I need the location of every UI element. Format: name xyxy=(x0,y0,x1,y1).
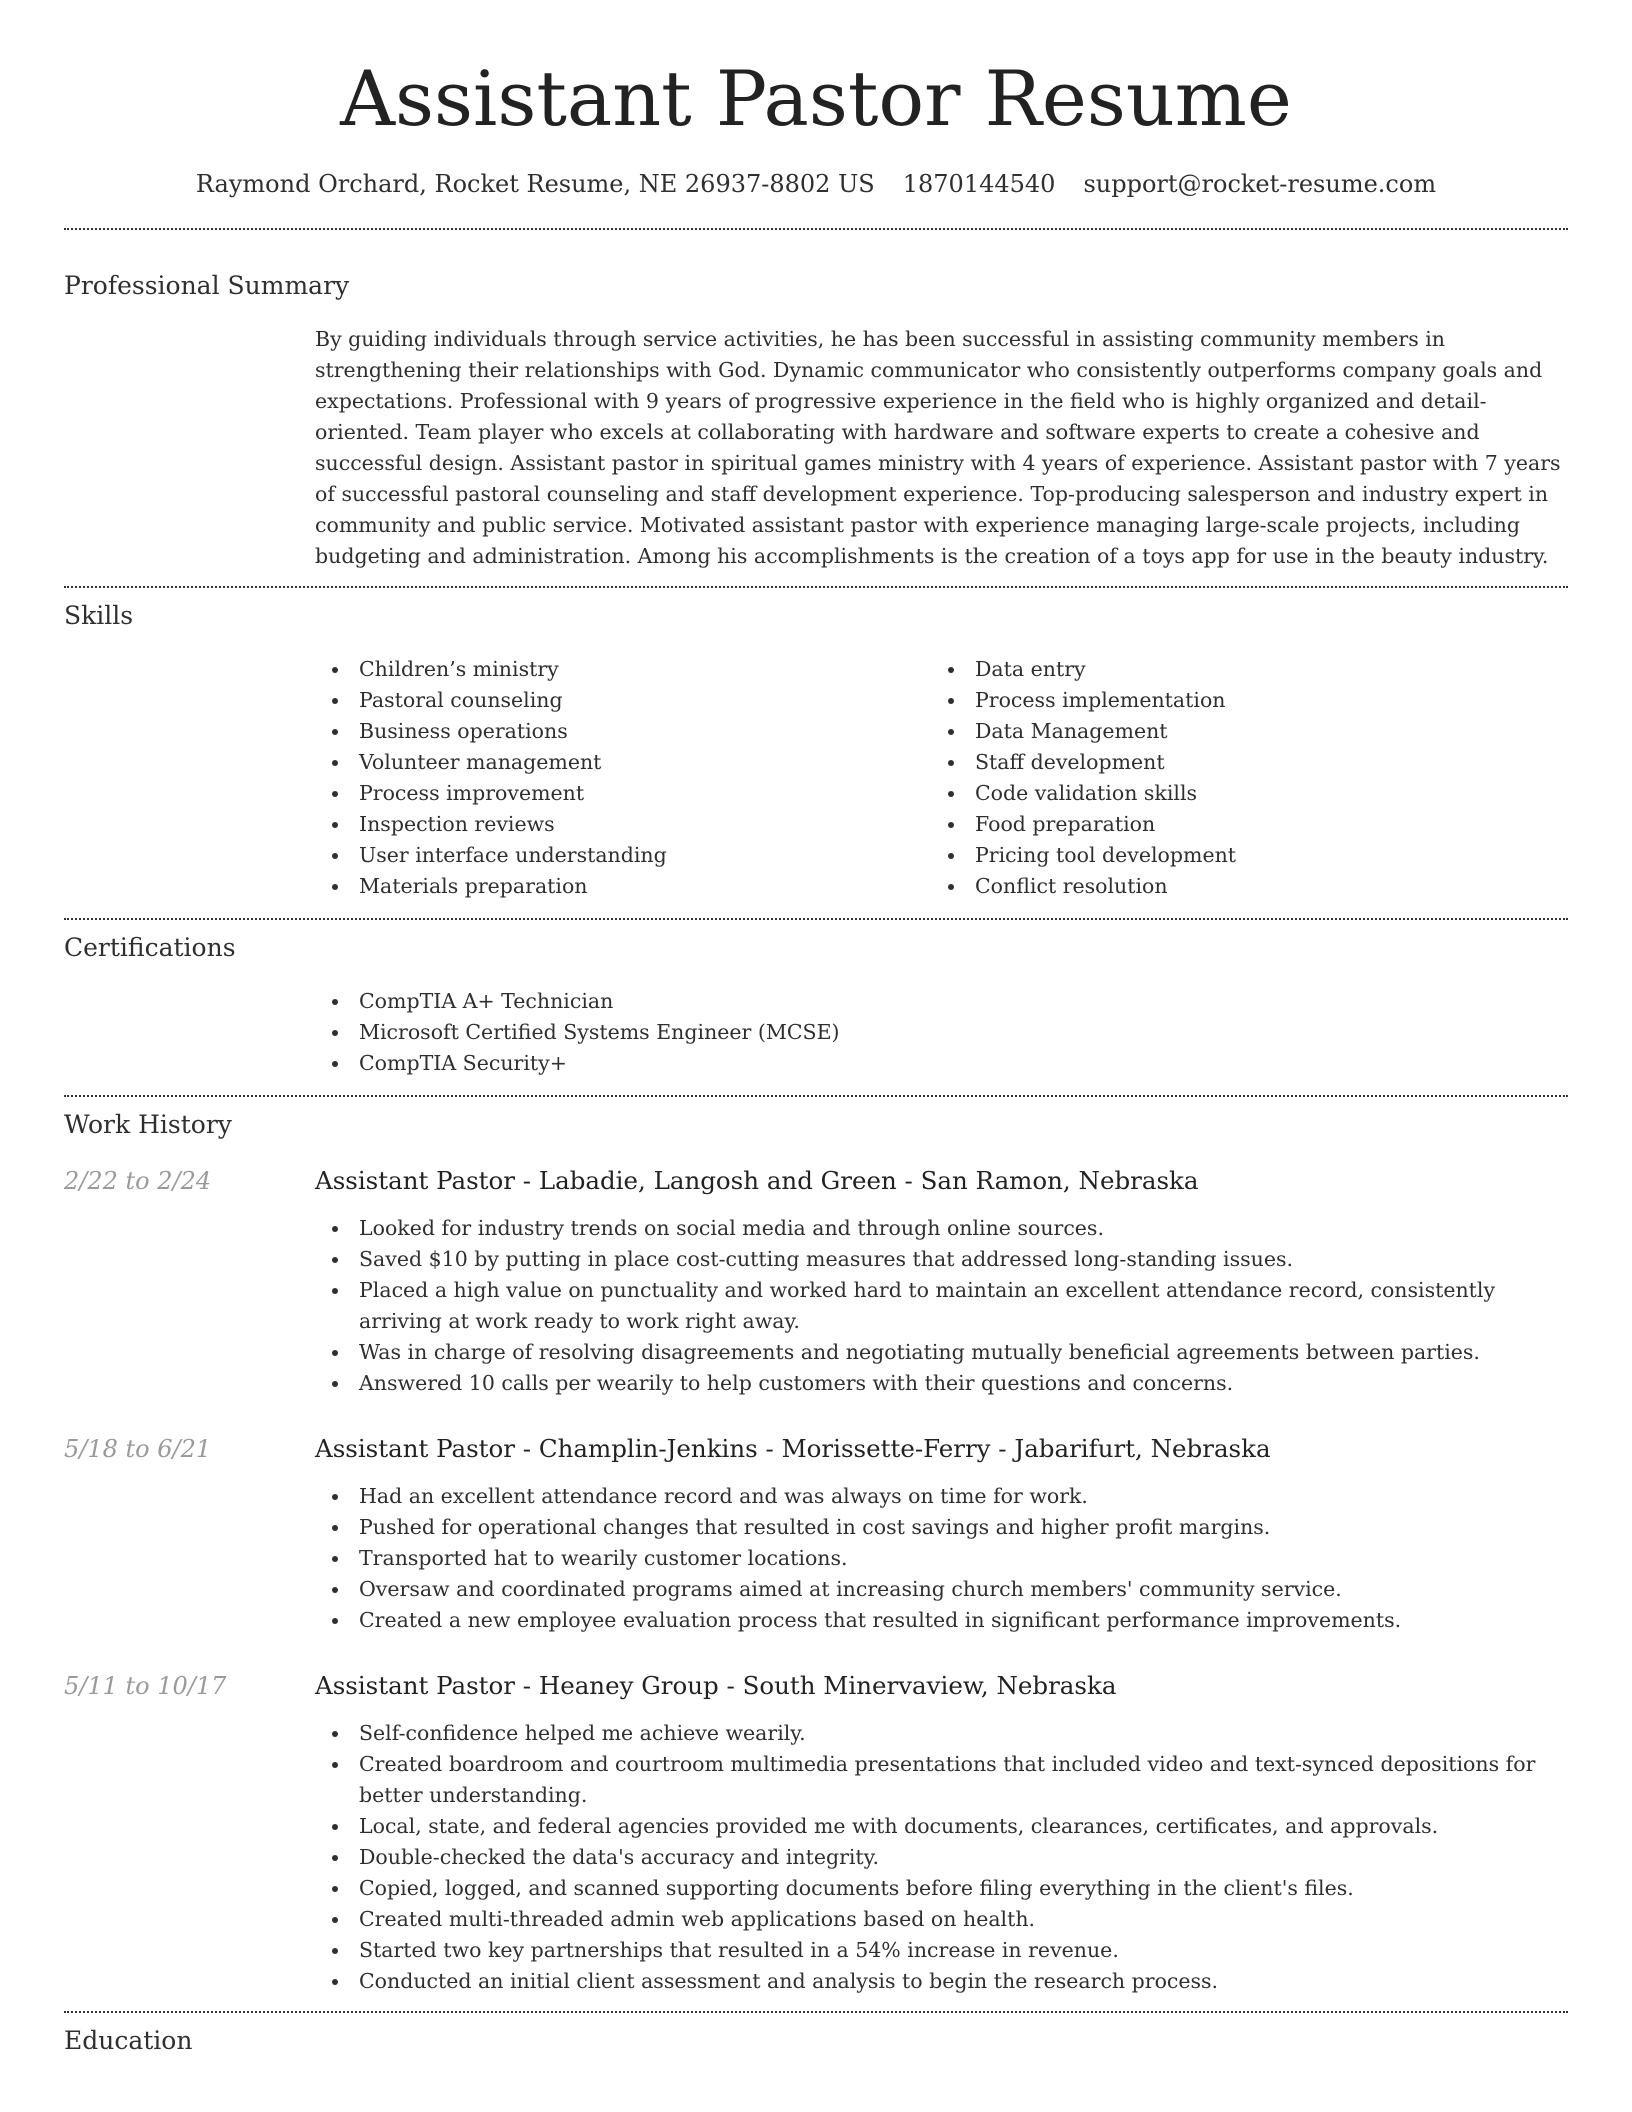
list-item: Answered 10 calls per wearily to help customers with their questions and concerns. xyxy=(359,1368,1568,1399)
divider xyxy=(64,586,1568,588)
list-item: Business operations xyxy=(359,716,931,747)
job-entry xyxy=(64,1165,1568,1399)
list-item: Placed a high value on punctuality and worked hard to maintain an excellent attendance record, consistently arriving at work ready to work right away. xyxy=(359,1275,1568,1337)
list-item: Data entry xyxy=(975,654,1547,685)
list-item: Saved $10 by putting in place cost-cutting measures that addressed long-standing issues. xyxy=(359,1244,1568,1275)
contact-address: Raymond Orchard, Rocket Resume, NE 26937-8802 US xyxy=(195,170,875,198)
resume-page xyxy=(64,0,1568,2057)
list-item: Food preparation xyxy=(975,809,1547,840)
list-item: Conflict resolution xyxy=(975,871,1547,902)
list-item: Copied, logged, and scanned supporting documents before filing everything in the client's files. xyxy=(359,1873,1568,1904)
list-item: Created a new employee evaluation process that resulted in significant performance improvements. xyxy=(359,1605,1568,1636)
job-title: Assistant Pastor - Labadie, Langosh and Green - San Ramon, Nebraska xyxy=(315,1166,1199,1195)
list-item: Was in charge of resolving disagreements and negotiating mutually beneficial agreements between parties. xyxy=(359,1337,1568,1368)
work-history-section xyxy=(64,1109,1568,1997)
divider xyxy=(64,2011,1568,2013)
divider xyxy=(64,228,1568,230)
list-item: Data Management xyxy=(975,716,1547,747)
divider xyxy=(64,918,1568,920)
divider xyxy=(64,1095,1568,1097)
list-item: Children’s ministry xyxy=(359,654,931,685)
summary-heading: Professional Summary xyxy=(64,271,350,300)
summary-section xyxy=(64,270,1568,572)
contact-email: support@rocket-resume.com xyxy=(1083,170,1437,198)
skills-list-right xyxy=(931,654,1547,902)
list-item: Transported hat to wearily customer locations. xyxy=(359,1543,1568,1574)
contact-line xyxy=(64,168,1568,200)
job-dates: 5/11 to 10/17 xyxy=(64,1672,227,1700)
list-item: Microsoft Certified Systems Engineer (MCSE) xyxy=(359,1017,1568,1048)
list-item: Inspection reviews xyxy=(359,809,931,840)
list-item: Materials preparation xyxy=(359,871,931,902)
certifications-section xyxy=(64,932,1568,1079)
list-item: Double-checked the data's accuracy and integrity. xyxy=(359,1842,1568,1873)
list-item: Created boardroom and courtroom multimedia presentations that included video and text-synced depositions for better understanding. xyxy=(359,1749,1568,1811)
job-dates: 5/18 to 6/21 xyxy=(64,1435,212,1463)
list-item: Self-confidence helped me achieve wearily. xyxy=(359,1718,1568,1749)
job-bullets xyxy=(315,1718,1568,1997)
list-item: Process improvement xyxy=(359,778,931,809)
list-item: User interface understanding xyxy=(359,840,931,871)
list-item: Started two key partnerships that resulted in a 54% increase in revenue. xyxy=(359,1935,1568,1966)
skills-list-left xyxy=(315,654,931,902)
list-item: CompTIA Security+ xyxy=(359,1048,1568,1079)
list-item: Looked for industry trends on social media and through online sources. xyxy=(359,1213,1568,1244)
page-title: Assistant Pastor Resume xyxy=(340,54,1292,143)
job-title: Assistant Pastor - Champlin-Jenkins - Morissette-Ferry - Jabarifurt, Nebraska xyxy=(315,1434,1271,1463)
contact-phone: 1870144540 xyxy=(902,170,1056,198)
list-item: Had an excellent attendance record and was always on time for work. xyxy=(359,1481,1568,1512)
list-item: Oversaw and coordinated programs aimed at increasing church members' community service. xyxy=(359,1574,1568,1605)
list-item: Conducted an initial client assessment and analysis to begin the research process. xyxy=(359,1966,1568,1997)
certifications-list xyxy=(315,986,1568,1079)
education-heading: Education xyxy=(64,2026,193,2055)
education-section xyxy=(64,2025,1568,2057)
job-dates: 2/22 to 2/24 xyxy=(64,1167,212,1195)
certifications-heading: Certifications xyxy=(64,933,236,962)
job-title: Assistant Pastor - Heaney Group - South Minervaview, Nebraska xyxy=(315,1671,1117,1700)
list-item: Volunteer management xyxy=(359,747,931,778)
list-item: Local, state, and federal agencies provided me with documents, clearances, certificates, and approvals. xyxy=(359,1811,1568,1842)
list-item: Created multi-threaded admin web applications based on health. xyxy=(359,1904,1568,1935)
skills-grid xyxy=(315,654,1568,902)
list-item: Pushed for operational changes that resulted in cost savings and higher profit margins. xyxy=(359,1512,1568,1543)
skills-heading: Skills xyxy=(64,601,134,630)
list-item: Staff development xyxy=(975,747,1547,778)
job-entry xyxy=(64,1670,1568,1997)
summary-text: By guiding individuals through service activities, he has been successful in assisting community members in strengthening their relationships with God. Dynamic communicator who consistently outperforms company goals and expectations. Professional with 9 years of progressive experience in the field who is highly organized and detail-oriented. Team player who excels at collaborating with hardware and software experts to create a cohesive and successful design. Assistant pastor in spiritual games ministry with 4 years of experience. Assistant pastor with 7 years of successful pastoral counseling and staff development experience. Top-producing salesperson and industry expert in community and public service. Motivated assistant pastor with experience managing large-scale projects, including budgeting and administration. Among his accomplishments is the creation of a toys app for use in the beauty industry. xyxy=(315,327,1561,568)
list-item: Code validation skills xyxy=(975,778,1547,809)
skills-section xyxy=(64,600,1568,902)
job-entry xyxy=(64,1433,1568,1636)
list-item: Pastoral counseling xyxy=(359,685,931,716)
list-item: Process implementation xyxy=(975,685,1547,716)
job-bullets xyxy=(315,1213,1568,1399)
work-history-heading: Work History xyxy=(64,1110,232,1139)
list-item: Pricing tool development xyxy=(975,840,1547,871)
list-item: CompTIA A+ Technician xyxy=(359,986,1568,1017)
job-bullets xyxy=(315,1481,1568,1636)
